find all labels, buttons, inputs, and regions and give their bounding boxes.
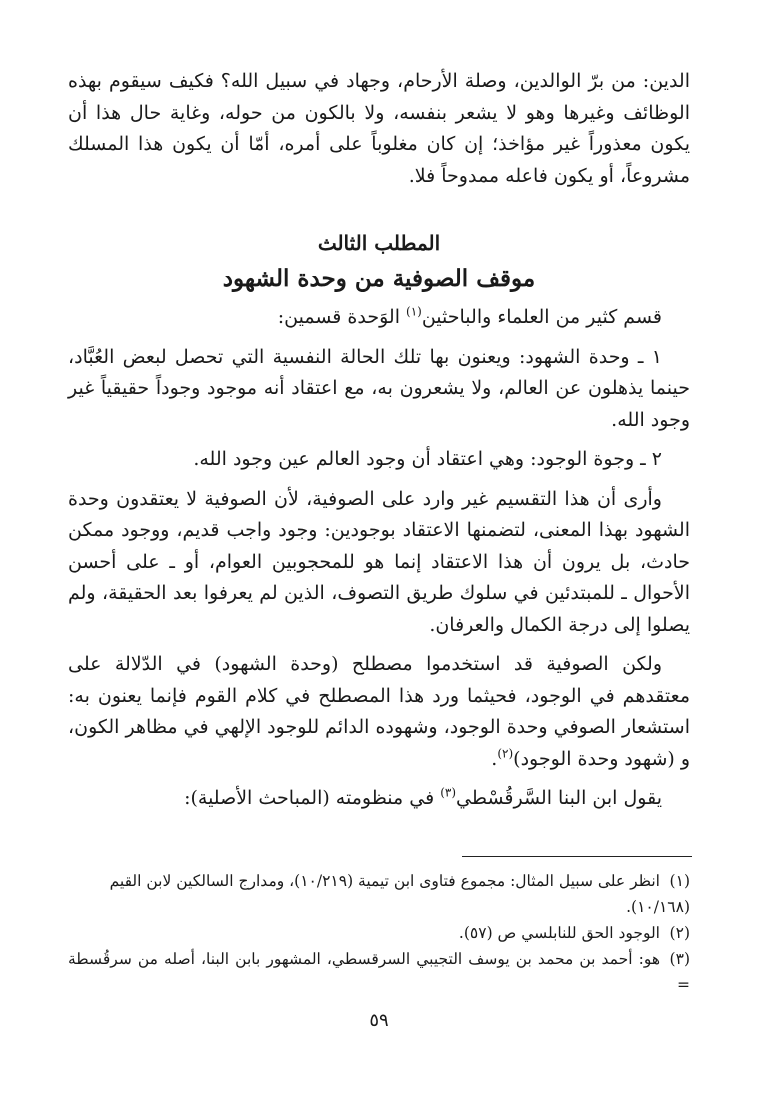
footnote-2 — [68, 920, 690, 946]
footnote-number: (١) — [669, 872, 690, 890]
paragraph-7-text-b: في منظومته (المباحث الأصلية): — [184, 787, 441, 809]
footnote-number: (٣) — [669, 950, 690, 968]
page-number: ٥٩ — [369, 1010, 389, 1031]
paragraph-6-text-b: . — [491, 747, 498, 770]
paragraph-1: الدين: من برّ الوالدين، وصلة الأرحام، وجهاد في سبيل الله؟ فكيف سيقوم بهذه الوظائف وغيرها وهو لا يشعر بنفسه، ولا بالكون من حوله، وغاية حال هذا أن يكون معذوراً غير مؤاخذ؛ إن كان مغلوباً على أمره، أمّا أن يكون هذا المسلك مشروعاً، أو يكون فاعله ممدوحاً فلا. — [68, 70, 690, 187]
paragraph-2-text-a: قسم كثير من العلماء والباحثين — [421, 306, 662, 328]
paragraph-3: ١ ـ وحدة الشهود: ويعنون بها تلك الحالة النفسية التي تحصل لبعض العُبَّاد، حينما يذهلون عن العالم، ولا يشعرون به، مع اعتقاد أنه موجود وجوداً حقيقياً غير وجود الله. — [68, 345, 690, 431]
footnotes — [68, 868, 690, 998]
footnote-text: الوجود الحق للنابلسي ص (٥٧). — [458, 924, 660, 942]
footnote-number: (٢) — [669, 924, 690, 942]
paragraph-2-text-b: الوَحدة قسمين: — [277, 306, 407, 328]
footnote-text: هو: أحمد بن محمد بن يوسف التجيبي السرقسطي، المشهور بابن البنا، أصله من سرقُسطة = — [68, 950, 690, 994]
footnote-1 — [68, 868, 690, 894]
footnote-ref-2: (٢) — [497, 746, 514, 761]
paragraph-6-text-a: ولكن الصوفية قد استخدموا مصطلح (وحدة الشهود) في الدّلالة على معتقدهم في الوجود، فحيثما ورد هذا المصطلح في كلام القوم فإنما يعنون به: استشعار الصوفي وحدة الوجود، وشهوده الدائم للوجود الإلهي في مظاهر الكون، و (شهود وحدة الوجود) — [68, 653, 690, 770]
paragraph-5: وأرى أن هذا التقسيم غير وارد على الصوفية، لأن الصوفية لا يعتقدون وحدة الشهود بهذا المعنى، لتضمنها الاعتقاد بوجودين: وجود واجب قديم، ووجود ممكن حادث، بل يرون أن هذا الاعتقاد إنما هو للمحجوبين العوام، أو ـ على أحسن الأحوال ـ للمبتدئين في سلوك طريق التصوف، الذين لم يعرفوا بعد الحقيقة، ولم يصلوا إلى درجة الكمال والعرفان. — [68, 487, 690, 636]
paragraph-7-text-a: يقول ابن البنا السَّرقُسْطي — [456, 787, 662, 809]
paragraph-4: ٢ ـ وجوة الوجود: وهي اعتقاد أن وجود العالم عين وجود الله. — [193, 448, 662, 470]
footnote-text: انظر على سبيل المثال: مجموع فتاوى ابن تيمية (١٠/٢١٩)، ومدارج السالكين لابن القيم — [109, 872, 660, 890]
footnote-ref-3: (٣) — [440, 785, 457, 800]
paragraph-6 — [68, 649, 690, 775]
section-title: موقف الصوفية من وحدة الشهود — [222, 265, 536, 292]
footnote-ref-1: (١) — [406, 304, 422, 319]
main-text — [68, 66, 690, 815]
paragraph-2 — [68, 302, 690, 334]
footnote-3 — [68, 946, 690, 998]
section-heading: المطلب الثالث — [317, 231, 441, 255]
footnote-separator — [462, 856, 692, 857]
paragraph-7 — [68, 783, 690, 815]
footnote-1-continuation: (١٠/١٦٨). — [626, 898, 690, 916]
